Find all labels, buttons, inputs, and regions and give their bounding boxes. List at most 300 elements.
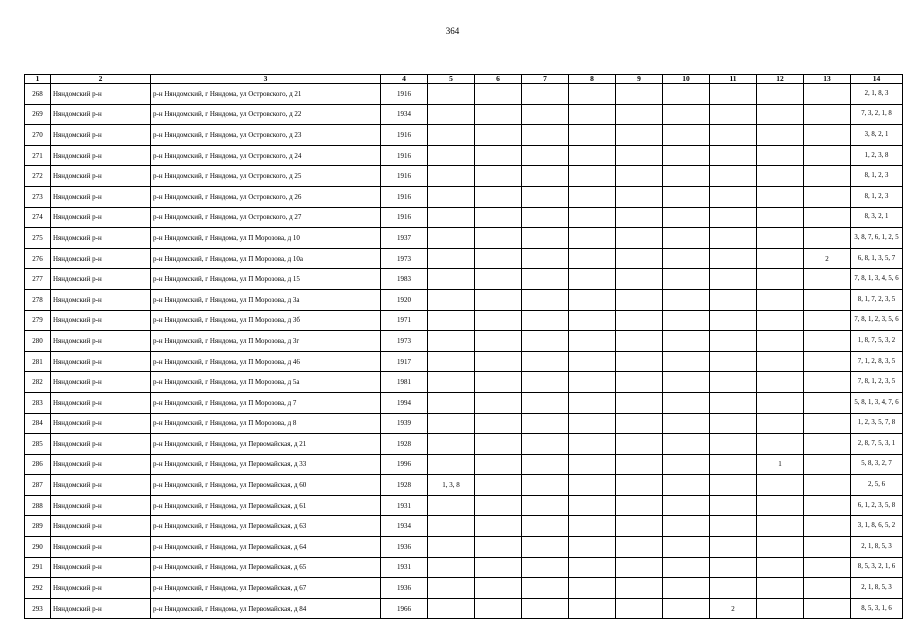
table-row xyxy=(25,578,903,599)
col13-cell xyxy=(804,392,851,413)
address-cell: р-н Няндомский, г Няндома, ул Первомайская, д 61 xyxy=(151,495,381,516)
col14-cell: 8, 1, 2, 3 xyxy=(851,186,903,207)
column-header-13: 13 xyxy=(804,75,851,84)
col14-cell: 7, 8, 1, 3, 4, 5, 6 xyxy=(851,269,903,290)
row-number: 293 xyxy=(25,598,51,619)
address-cell: р-н Няндомский, г Няндома, ул Островского, д 21 xyxy=(151,84,381,105)
district-cell: Няндомский р-н xyxy=(51,392,151,413)
district-cell: Няндомский р-н xyxy=(51,537,151,558)
col14-cell: 2, 1, 8, 5, 3 xyxy=(851,578,903,599)
col9-cell xyxy=(616,557,663,578)
year-cell: 1936 xyxy=(381,537,428,558)
address-cell: р-н Няндомский, г Няндома, ул Первомайская, д 33 xyxy=(151,454,381,475)
table-row xyxy=(25,186,903,207)
col8-cell xyxy=(569,434,616,455)
col9-cell xyxy=(616,166,663,187)
col14-cell: 8, 5, 3, 1, 6 xyxy=(851,598,903,619)
col8-cell xyxy=(569,516,616,537)
col13-cell xyxy=(804,598,851,619)
year-cell: 1981 xyxy=(381,372,428,393)
col13-cell xyxy=(804,434,851,455)
col10-cell xyxy=(663,516,710,537)
col13-cell xyxy=(804,537,851,558)
district-cell: Няндомский р-н xyxy=(51,186,151,207)
col8-cell xyxy=(569,248,616,269)
row-number: 292 xyxy=(25,578,51,599)
col5-cell xyxy=(428,372,475,393)
col10-cell xyxy=(663,104,710,125)
col12-cell xyxy=(757,557,804,578)
col11-cell xyxy=(710,228,757,249)
col6-cell xyxy=(475,495,522,516)
col11-cell xyxy=(710,84,757,105)
col7-cell xyxy=(522,434,569,455)
col12-cell xyxy=(757,104,804,125)
table-row xyxy=(25,454,903,475)
col14-cell: 7, 8, 1, 2, 3, 5 xyxy=(851,372,903,393)
col10-cell xyxy=(663,557,710,578)
row-number: 279 xyxy=(25,310,51,331)
column-header-9: 9 xyxy=(616,75,663,84)
col7-cell xyxy=(522,310,569,331)
col10-cell xyxy=(663,310,710,331)
col6-cell xyxy=(475,310,522,331)
row-number: 287 xyxy=(25,475,51,496)
address-cell: р-н Няндомский, г Няндома, ул Островского, д 23 xyxy=(151,125,381,146)
district-cell: Няндомский р-н xyxy=(51,557,151,578)
col6-cell xyxy=(475,351,522,372)
col6-cell xyxy=(475,248,522,269)
col7-cell xyxy=(522,372,569,393)
col12-cell: 1 xyxy=(757,454,804,475)
col13-cell xyxy=(804,125,851,146)
district-cell: Няндомский р-н xyxy=(51,372,151,393)
address-cell: р-н Няндомский, г Няндома, ул Первомайская, д 84 xyxy=(151,598,381,619)
district-cell: Няндомский р-н xyxy=(51,598,151,619)
col6-cell xyxy=(475,434,522,455)
col14-cell: 7, 8, 1, 2, 3, 5, 6 xyxy=(851,310,903,331)
col13-cell xyxy=(804,84,851,105)
address-cell: р-н Няндомский, г Няндома, ул П Морозова, д 7 xyxy=(151,392,381,413)
col12-cell xyxy=(757,248,804,269)
col5-cell xyxy=(428,454,475,475)
address-cell: р-н Няндомский, г Няндома, ул Островского, д 27 xyxy=(151,207,381,228)
district-cell: Няндомский р-н xyxy=(51,207,151,228)
col10-cell xyxy=(663,248,710,269)
col11-cell xyxy=(710,578,757,599)
col8-cell xyxy=(569,331,616,352)
col9-cell xyxy=(616,351,663,372)
district-cell: Няндомский р-н xyxy=(51,475,151,496)
col14-cell: 2, 1, 8, 3 xyxy=(851,84,903,105)
address-cell: р-н Няндомский, г Няндома, ул П Морозова, д 10 xyxy=(151,228,381,249)
col14-cell: 3, 8, 7, 6, 1, 2, 5 xyxy=(851,228,903,249)
col11-cell xyxy=(710,351,757,372)
col5-cell: 1, 3, 8 xyxy=(428,475,475,496)
col8-cell xyxy=(569,289,616,310)
row-number: 284 xyxy=(25,413,51,434)
col14-cell: 2, 1, 8, 5, 3 xyxy=(851,537,903,558)
col9-cell xyxy=(616,207,663,228)
row-number: 271 xyxy=(25,145,51,166)
row-number: 281 xyxy=(25,351,51,372)
col8-cell xyxy=(569,413,616,434)
col10-cell xyxy=(663,475,710,496)
col14-cell: 6, 1, 2, 3, 5, 8 xyxy=(851,495,903,516)
col9-cell xyxy=(616,537,663,558)
col14-cell: 1, 8, 7, 5, 3, 2 xyxy=(851,331,903,352)
col14-cell: 2, 8, 7, 5, 3, 1 xyxy=(851,434,903,455)
year-cell: 1966 xyxy=(381,598,428,619)
year-cell: 1983 xyxy=(381,269,428,290)
district-cell: Няндомский р-н xyxy=(51,145,151,166)
col9-cell xyxy=(616,578,663,599)
col7-cell xyxy=(522,578,569,599)
address-cell: р-н Няндомский, г Няндома, ул П Морозова, д 46 xyxy=(151,351,381,372)
year-cell: 1916 xyxy=(381,84,428,105)
col9-cell xyxy=(616,289,663,310)
col8-cell xyxy=(569,475,616,496)
col7-cell xyxy=(522,84,569,105)
page-number: 364 xyxy=(445,26,460,36)
col5-cell xyxy=(428,331,475,352)
col9-cell xyxy=(616,186,663,207)
year-cell: 1936 xyxy=(381,578,428,599)
col8-cell xyxy=(569,392,616,413)
col10-cell xyxy=(663,351,710,372)
col14-cell: 3, 8, 2, 1 xyxy=(851,125,903,146)
col13-cell xyxy=(804,578,851,599)
table-row xyxy=(25,125,903,146)
col13-cell xyxy=(804,207,851,228)
year-cell: 1934 xyxy=(381,104,428,125)
col10-cell xyxy=(663,186,710,207)
col14-cell: 5, 8, 1, 3, 4, 7, 6 xyxy=(851,392,903,413)
row-number: 290 xyxy=(25,537,51,558)
col6-cell xyxy=(475,372,522,393)
col12-cell xyxy=(757,537,804,558)
table-row xyxy=(25,392,903,413)
col7-cell xyxy=(522,516,569,537)
col13-cell xyxy=(804,166,851,187)
col7-cell xyxy=(522,166,569,187)
address-cell: р-н Няндомский, г Няндома, ул П Морозова, д 15 xyxy=(151,269,381,290)
col8-cell xyxy=(569,145,616,166)
col5-cell xyxy=(428,413,475,434)
col7-cell xyxy=(522,413,569,434)
column-header-1: 1 xyxy=(25,75,51,84)
col5-cell xyxy=(428,392,475,413)
year-cell: 1971 xyxy=(381,310,428,331)
col14-cell: 1, 2, 3, 8 xyxy=(851,145,903,166)
col11-cell xyxy=(710,104,757,125)
col11-cell xyxy=(710,331,757,352)
col14-cell: 3, 1, 8, 6, 5, 2 xyxy=(851,516,903,537)
col11-cell xyxy=(710,186,757,207)
year-cell: 1916 xyxy=(381,145,428,166)
col5-cell xyxy=(428,578,475,599)
col5-cell xyxy=(428,495,475,516)
col10-cell xyxy=(663,413,710,434)
col6-cell xyxy=(475,145,522,166)
col9-cell xyxy=(616,392,663,413)
row-number: 273 xyxy=(25,186,51,207)
col5-cell xyxy=(428,537,475,558)
address-cell: р-н Няндомский, г Няндома, ул Первомайская, д 63 xyxy=(151,516,381,537)
col12-cell xyxy=(757,310,804,331)
col7-cell xyxy=(522,598,569,619)
col7-cell xyxy=(522,537,569,558)
table-row xyxy=(25,537,903,558)
col10-cell xyxy=(663,578,710,599)
col8-cell xyxy=(569,104,616,125)
table-row xyxy=(25,207,903,228)
col14-cell: 7, 1, 2, 8, 3, 5 xyxy=(851,351,903,372)
col10-cell xyxy=(663,145,710,166)
year-cell: 1973 xyxy=(381,331,428,352)
col14-cell: 8, 5, 3, 2, 1, 6 xyxy=(851,557,903,578)
district-cell: Няндомский р-н xyxy=(51,516,151,537)
col6-cell xyxy=(475,104,522,125)
district-cell: Няндомский р-н xyxy=(51,351,151,372)
table-row xyxy=(25,516,903,537)
col11-cell xyxy=(710,125,757,146)
row-number: 270 xyxy=(25,125,51,146)
table-row xyxy=(25,372,903,393)
column-header-8: 8 xyxy=(569,75,616,84)
address-cell: р-н Няндомский, г Няндома, ул Первомайская, д 21 xyxy=(151,434,381,455)
year-cell: 1973 xyxy=(381,248,428,269)
col5-cell xyxy=(428,248,475,269)
col11-cell xyxy=(710,413,757,434)
column-header-12: 12 xyxy=(757,75,804,84)
col13-cell xyxy=(804,104,851,125)
col9-cell xyxy=(616,104,663,125)
col5-cell xyxy=(428,186,475,207)
col12-cell xyxy=(757,207,804,228)
col7-cell xyxy=(522,454,569,475)
col8-cell xyxy=(569,207,616,228)
col9-cell xyxy=(616,331,663,352)
col12-cell xyxy=(757,578,804,599)
col8-cell xyxy=(569,228,616,249)
col8-cell xyxy=(569,84,616,105)
table-row xyxy=(25,475,903,496)
col6-cell xyxy=(475,578,522,599)
col6-cell xyxy=(475,413,522,434)
row-number: 282 xyxy=(25,372,51,393)
district-cell: Няндомский р-н xyxy=(51,578,151,599)
address-cell: р-н Няндомский, г Няндома, ул Первомайская, д 67 xyxy=(151,578,381,599)
col10-cell xyxy=(663,434,710,455)
col9-cell xyxy=(616,413,663,434)
col8-cell xyxy=(569,186,616,207)
col5-cell xyxy=(428,434,475,455)
district-cell: Няндомский р-н xyxy=(51,125,151,146)
col6-cell xyxy=(475,331,522,352)
col13-cell xyxy=(804,557,851,578)
col7-cell xyxy=(522,186,569,207)
row-number: 272 xyxy=(25,166,51,187)
district-cell: Няндомский р-н xyxy=(51,289,151,310)
table-row xyxy=(25,434,903,455)
col13-cell xyxy=(804,454,851,475)
address-cell: р-н Няндомский, г Няндома, ул П Морозова, д 3г xyxy=(151,331,381,352)
col13-cell xyxy=(804,516,851,537)
col5-cell xyxy=(428,516,475,537)
column-header-3: 3 xyxy=(151,75,381,84)
year-cell: 1916 xyxy=(381,207,428,228)
col7-cell xyxy=(522,475,569,496)
column-header-10: 10 xyxy=(663,75,710,84)
address-cell: р-н Няндомский, г Няндома, ул Островского, д 25 xyxy=(151,166,381,187)
address-cell: р-н Няндомский, г Няндома, ул П Морозова, д 3б xyxy=(151,310,381,331)
col5-cell xyxy=(428,145,475,166)
table-row xyxy=(25,413,903,434)
col6-cell xyxy=(475,392,522,413)
column-header-5: 5 xyxy=(428,75,475,84)
address-cell: р-н Няндомский, г Няндома, ул П Морозова, д 8 xyxy=(151,413,381,434)
col11-cell xyxy=(710,248,757,269)
row-number: 286 xyxy=(25,454,51,475)
district-cell: Няндомский р-н xyxy=(51,228,151,249)
col12-cell xyxy=(757,145,804,166)
col7-cell xyxy=(522,331,569,352)
column-header-11: 11 xyxy=(710,75,757,84)
district-cell: Няндомский р-н xyxy=(51,454,151,475)
year-cell: 1931 xyxy=(381,495,428,516)
col12-cell xyxy=(757,289,804,310)
col12-cell xyxy=(757,125,804,146)
row-number: 285 xyxy=(25,434,51,455)
col6-cell xyxy=(475,125,522,146)
col13-cell xyxy=(804,372,851,393)
col12-cell xyxy=(757,495,804,516)
col12-cell xyxy=(757,413,804,434)
col11-cell xyxy=(710,269,757,290)
col9-cell xyxy=(616,598,663,619)
col12-cell xyxy=(757,84,804,105)
col12-cell xyxy=(757,434,804,455)
col11-cell xyxy=(710,145,757,166)
col10-cell xyxy=(663,228,710,249)
year-cell: 1928 xyxy=(381,475,428,496)
table-row xyxy=(25,598,903,619)
col13-cell xyxy=(804,351,851,372)
col12-cell xyxy=(757,351,804,372)
column-header-14: 14 xyxy=(851,75,903,84)
col9-cell xyxy=(616,516,663,537)
col11-cell xyxy=(710,434,757,455)
address-cell: р-н Няндомский, г Няндома, ул П Морозова, д 10а xyxy=(151,248,381,269)
col7-cell xyxy=(522,557,569,578)
col7-cell xyxy=(522,104,569,125)
row-number: 277 xyxy=(25,269,51,290)
row-number: 289 xyxy=(25,516,51,537)
col14-cell: 8, 1, 7, 2, 3, 5 xyxy=(851,289,903,310)
district-cell: Няндомский р-н xyxy=(51,166,151,187)
row-number: 276 xyxy=(25,248,51,269)
col8-cell xyxy=(569,454,616,475)
col6-cell xyxy=(475,475,522,496)
col13-cell xyxy=(804,310,851,331)
column-header-4: 4 xyxy=(381,75,428,84)
address-cell: р-н Няндомский, г Няндома, ул П Морозова, д 3а xyxy=(151,289,381,310)
col7-cell xyxy=(522,207,569,228)
table-row xyxy=(25,248,903,269)
col6-cell xyxy=(475,228,522,249)
year-cell: 1916 xyxy=(381,186,428,207)
col11-cell: 2 xyxy=(710,598,757,619)
col8-cell xyxy=(569,351,616,372)
col7-cell xyxy=(522,145,569,166)
col6-cell xyxy=(475,269,522,290)
col13-cell xyxy=(804,331,851,352)
year-cell: 1996 xyxy=(381,454,428,475)
col12-cell xyxy=(757,269,804,290)
col10-cell xyxy=(663,289,710,310)
district-cell: Няндомский р-н xyxy=(51,331,151,352)
col6-cell xyxy=(475,84,522,105)
col14-cell: 2, 5, 6 xyxy=(851,475,903,496)
col11-cell xyxy=(710,166,757,187)
address-cell: р-н Няндомский, г Няндома, ул Первомайская, д 60 xyxy=(151,475,381,496)
col6-cell xyxy=(475,207,522,228)
col9-cell xyxy=(616,475,663,496)
registry-table xyxy=(24,74,903,619)
column-header-7: 7 xyxy=(522,75,569,84)
col11-cell xyxy=(710,454,757,475)
col8-cell xyxy=(569,557,616,578)
address-cell: р-н Няндомский, г Няндома, ул Первомайская, д 64 xyxy=(151,537,381,558)
col9-cell xyxy=(616,125,663,146)
year-cell: 1928 xyxy=(381,434,428,455)
col11-cell xyxy=(710,372,757,393)
col5-cell xyxy=(428,269,475,290)
col11-cell xyxy=(710,495,757,516)
table-row xyxy=(25,557,903,578)
col12-cell xyxy=(757,372,804,393)
col11-cell xyxy=(710,310,757,331)
col10-cell xyxy=(663,392,710,413)
address-cell: р-н Няндомский, г Няндома, ул Островского, д 26 xyxy=(151,186,381,207)
col13-cell xyxy=(804,413,851,434)
col9-cell xyxy=(616,495,663,516)
col10-cell xyxy=(663,331,710,352)
col9-cell xyxy=(616,454,663,475)
table-row xyxy=(25,331,903,352)
col6-cell xyxy=(475,166,522,187)
col9-cell xyxy=(616,84,663,105)
column-header-2: 2 xyxy=(51,75,151,84)
col9-cell xyxy=(616,372,663,393)
col11-cell xyxy=(710,516,757,537)
row-number: 291 xyxy=(25,557,51,578)
col14-cell: 8, 3, 2, 1 xyxy=(851,207,903,228)
col13-cell xyxy=(804,228,851,249)
table-row xyxy=(25,269,903,290)
col10-cell xyxy=(663,269,710,290)
year-cell: 1939 xyxy=(381,413,428,434)
row-number: 280 xyxy=(25,331,51,352)
col10-cell xyxy=(663,454,710,475)
col11-cell xyxy=(710,475,757,496)
col10-cell xyxy=(663,537,710,558)
col6-cell xyxy=(475,598,522,619)
col7-cell xyxy=(522,228,569,249)
year-cell: 1931 xyxy=(381,557,428,578)
col12-cell xyxy=(757,516,804,537)
